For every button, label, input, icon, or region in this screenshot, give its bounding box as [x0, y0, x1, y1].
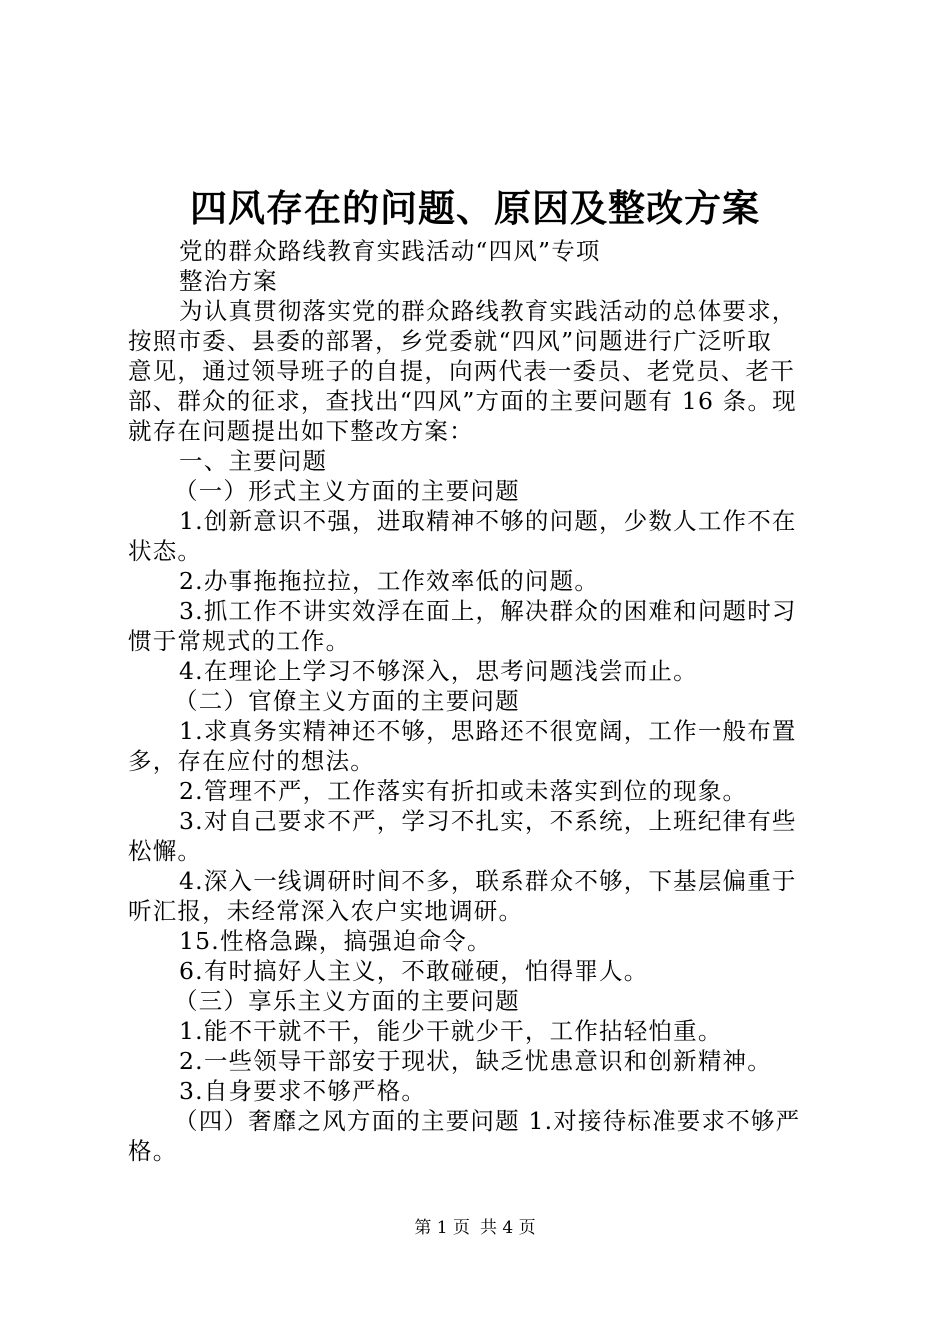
- list-item: 15.性格急躁，搞强迫命令。: [179, 927, 492, 955]
- paragraph-line: 意见，通过领导班子的自提，向两代表一委员、老党员、老干: [128, 357, 795, 385]
- list-item: 2.一些领导干部安于现状，缺乏忧患意识和创新精神。: [179, 1047, 772, 1075]
- list-item: 6.有时搞好人主义，不敢碰硬，怕得罪人。: [179, 957, 649, 985]
- document-title: 四风存在的问题、原因及整改方案: [190, 186, 760, 230]
- paragraph-line: 为认真贯彻落实党的群众路线教育实践活动的总体要求，: [179, 297, 797, 325]
- page-number: 第 1 页: [414, 1218, 470, 1238]
- list-item: 1.创新意识不强，进取精神不够的问题，少数人工作不在: [179, 507, 797, 535]
- paragraph-line: 就存在问题提出如下整改方案：: [128, 417, 474, 445]
- page-footer: [0, 1216, 950, 1240]
- list-item: 1.求真务实精神还不够，思路还不很宽阔，工作一般布置: [179, 717, 797, 745]
- document-body: [128, 236, 828, 1166]
- subtitle-line-1: 党的群众路线教育实践活动“四风”专项: [179, 237, 601, 265]
- page-total: 共 4 页: [480, 1218, 536, 1238]
- section-heading: 一、主要问题: [179, 447, 328, 475]
- list-item-continuation: 惯于常规式的工作。: [128, 627, 351, 655]
- list-item: 4.深入一线调研时间不多，联系群众不够，下基层偏重于: [179, 867, 797, 895]
- list-item-continuation: 格。: [128, 1137, 178, 1165]
- paragraph-line: 按照市委、县委的部署，乡党委就“四风”问题进行广泛听取: [128, 327, 772, 355]
- list-item-continuation: 状态。: [128, 537, 203, 565]
- subsection-heading: （四）奢靡之风方面的主要问题 1.对接待标准要求不够严: [174, 1107, 801, 1135]
- list-item: 2.办事拖拖拉拉，工作效率低的问题。: [179, 567, 600, 595]
- list-item: 3.自身要求不够严格。: [179, 1077, 427, 1105]
- paragraph-line: 部、群众的征求，查找出“四风”方面的主要问题有 16 条。现: [128, 387, 797, 415]
- list-item: 2.管理不严，工作落实有折扣或未落实到位的现象。: [179, 777, 748, 805]
- subsection-heading: （二）官僚主义方面的主要问题: [174, 687, 520, 715]
- list-item-continuation: 松懈。: [128, 837, 203, 865]
- list-item: 1.能不干就不干，能少干就少干，工作拈轻怕重。: [179, 1017, 723, 1045]
- list-item-continuation: 听汇报，未经常深入农户实地调研。: [128, 897, 524, 925]
- subtitle-line-2: 整治方案: [179, 267, 278, 295]
- subsection-heading: （三）享乐主义方面的主要问题: [174, 987, 520, 1015]
- list-item: 3.对自己要求不严，学习不扎实，不系统，上班纪律有些: [179, 807, 797, 835]
- list-item-continuation: 多，存在应付的想法。: [128, 747, 375, 775]
- list-item: 3.抓工作不讲实效浮在面上，解决群众的困难和问题时习: [179, 597, 797, 625]
- list-item: 4.在理论上学习不够深入，思考问题浅尝而止。: [179, 657, 698, 685]
- subsection-heading: （一）形式主义方面的主要问题: [174, 477, 520, 505]
